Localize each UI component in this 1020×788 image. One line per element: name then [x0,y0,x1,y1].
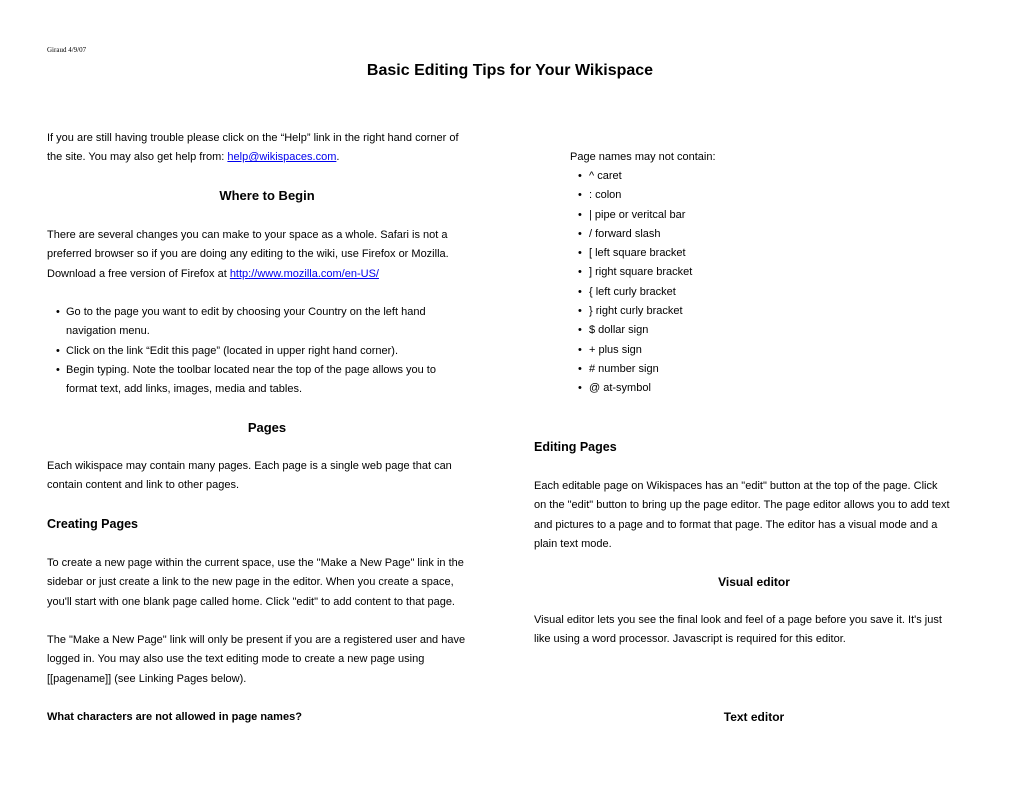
where-to-begin-bullets [47,303,436,399]
visual-editor-heading: Visual editor [718,575,790,589]
where-to-begin-paragraph [47,226,449,284]
editing-pages-line: Each editable page on Wikispaces has an "edit" button at the top of the page. Click [534,480,938,492]
character-item: • / forward slash [570,225,692,244]
creating-pages-line: you'll start with one blank page called home. Click "edit" to add content to that page. [47,595,455,608]
bullet-item [47,342,436,361]
creating-pages-line: logged in. You may also use the text editing mode to create a new page using [47,653,425,666]
bullet-line: navigation menu. [66,325,150,338]
bullet-item [47,303,436,342]
bullet-line: • Go to the page you want to edit by choosing your Country on the left hand [66,306,426,318]
where-to-begin-heading: Where to Begin [219,188,315,203]
bullet-line: • Click on the link “Edit this page” (located in upper right hand corner). [66,344,399,357]
creating-pages-line: To create a new page within the current space, use the "Make a New Page" link in the [47,557,464,569]
character-item: • $ dollar sign [570,321,692,340]
bullet-line: • Begin typing. Note the toolbar located near the top of the page allows you to [66,363,436,376]
character-item: • ^ caret [570,167,692,186]
character-item: • { left curly bracket [570,283,692,302]
help-email-link[interactable]: help@wikispaces.com [227,151,337,164]
page-names-intro: Page names may not contain: [570,151,716,163]
intro-line-2-end: . [336,151,340,164]
pages-paragraph [47,457,452,496]
creating-pages-paragraph-2 [47,631,465,689]
intro-line-1: If you are still having trouble please click on the “Help” link in the right hand corner of [47,132,459,144]
character-item: • ] right square bracket [570,263,692,282]
intro-line-2 [47,148,459,167]
visual-editor-paragraph [534,611,942,650]
pages-line-2: contain content and link to other pages. [47,479,240,492]
creating-pages-line: [[pagename]] (see Linking Pages below). [47,672,247,685]
editing-pages-paragraph [534,477,950,554]
pages-heading: Pages [247,420,287,435]
intro-line-2-text: the site. You may also get help from: [47,151,228,164]
creating-pages-paragraph-1 [47,554,464,612]
creating-pages-heading: Creating Pages [47,517,139,531]
bullet-item [47,361,436,400]
bullet-line: format text, add links, images, media and tables. [66,383,303,396]
intro-paragraph [47,129,459,168]
character-item: • } right curly bracket [570,302,692,321]
editing-pages-heading: Editing Pages [534,440,617,454]
where-to-begin-line-1: There are several changes you can make to your space as a whole. Safari is not a [47,229,448,241]
visual-editor-line: like using a word processor. Javascript is required for this editor. [534,633,846,646]
where-to-begin-line-3-text: Download a free version of Firefox at [47,267,230,280]
disallowed-characters-list [570,167,692,399]
author-date: Giraud 4/9/07 [47,46,87,54]
editing-pages-line: on the "edit" button to bring up the page editor. The page editor allows you to add text [534,499,950,512]
character-item: • | pipe or veritcal bar [570,206,692,225]
character-item: • [ left square bracket [570,244,692,263]
where-to-begin-line-3 [47,265,449,284]
disallowed-characters-heading: What characters are not allowed in page names? [47,711,302,723]
character-item: • : colon [570,186,692,205]
firefox-download-link[interactable]: http://www.mozilla.com/en-US/ [229,267,379,280]
editing-pages-line: and pictures to a page and to format that page. The editor has a visual mode and a [534,518,938,531]
character-item: • + plus sign [570,341,692,360]
visual-editor-line: Visual editor lets you see the final look and feel of a page before you save it. It's just [534,614,942,626]
where-to-begin-line-2: preferred browser so if you are doing any editing to the wiki, use Firefox or Mozilla. [47,248,449,261]
text-editor-heading: Text editor [723,710,785,724]
creating-pages-line: The "Make a New Page" link will only be present if you are a registered user and have [47,634,466,646]
character-item: • # number sign [570,360,692,379]
pages-line-1: Each wikispace may contain many pages. Each page is a single web page that can [47,460,452,472]
page-title: Basic Editing Tips for Your Wikispace [366,62,654,79]
character-item: • @ at-symbol [570,379,692,398]
editing-pages-line: plain text mode. [534,537,612,550]
creating-pages-line: sidebar or just create a link to the new page in the editor. When you create a space, [47,576,454,589]
